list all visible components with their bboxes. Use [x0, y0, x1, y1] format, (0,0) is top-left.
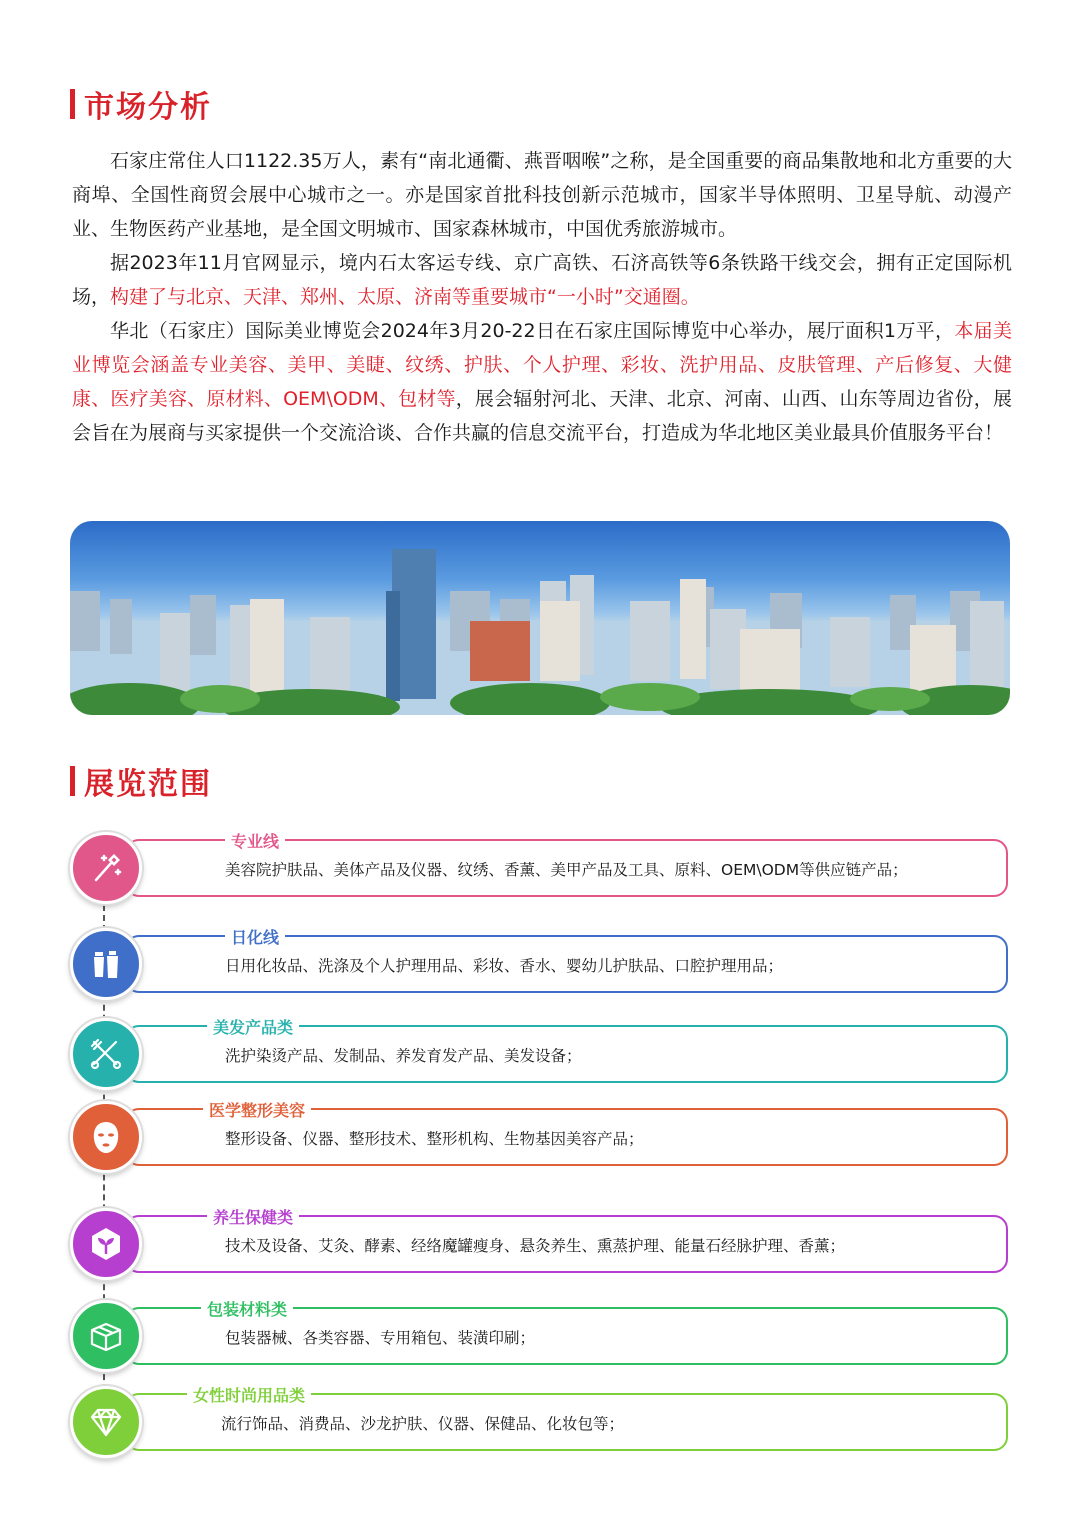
paragraph-text: 华北（石家庄）国际美业博览会2024年3月20-22日在石家庄国际博览中心举办，展厅面积1万平， — [110, 320, 955, 342]
highlight-text: 本届美业博览会涵盖专业美容、美甲、美睫、纹绣、护肤、个人护理、彩妆、洗护用品、皮肤管理、产后修复、大健康、医疗美容、原材料、OEM\ODM、包材等 — [72, 320, 1012, 410]
paragraph-text: ，展会辐射河北、天津、北京、河南、山西、山东等周边省份，展会旨在为展商与买家提供一个交流洽谈、合作共赢的信息交流平台，打造成为华北地区美业最具价值服务平台！ — [72, 388, 1012, 444]
scope-item-box — [125, 1386, 1008, 1451]
market-paragraph-3 — [72, 314, 1012, 450]
title-accent-bar — [70, 89, 75, 119]
scope-item-label: 女性时尚用品类 — [187, 1383, 311, 1406]
paragraph-text: 据2023年11月官网显示，境内石太客运专线、京广高铁、石济高铁等6条铁路干线交会，拥有正定国际机场， — [72, 252, 1012, 308]
scope-item-label: 医学整形美容 — [203, 1098, 311, 1121]
market-paragraph-1: 石家庄常住人口1122.35万人，素有“南北通衢、燕晋咽喉”之称，是全国重要的商品集散地和北方重要的大商埠、全国性商贸会展中心城市之一。亦是国家首批科技创新示范城市，国家半导体照明、卫星导航、动漫产业、生物医药产业基地，是全国文明城市、国家森林城市，中国优秀旅游城市。 — [72, 150, 1012, 240]
scope-item-box — [125, 832, 1008, 897]
scope-item-professional — [70, 832, 1010, 902]
scope-title-text: 展览范围 — [84, 767, 212, 802]
face-mask-icon — [70, 1101, 142, 1173]
scope-item-box — [125, 928, 1008, 993]
scope-item-packaging — [70, 1300, 1010, 1370]
diamond-icon — [70, 1386, 142, 1458]
package-icon — [70, 1300, 142, 1372]
scope-section-title — [70, 761, 212, 801]
market-paragraph-2 — [72, 246, 1012, 314]
scope-item-fashion — [70, 1386, 1010, 1456]
scope-item-box — [125, 1208, 1008, 1273]
scope-item-desc: 洗护染烫产品、发制品、养发育发产品、美发设备； — [225, 1047, 582, 1065]
market-paragraphs — [72, 144, 1012, 450]
scope-item-label: 专业线 — [225, 829, 285, 852]
scope-item-desc: 流行饰品、消费品、沙龙护肤、仪器、保健品、化妆包等； — [221, 1415, 625, 1433]
market-section-title — [70, 84, 212, 124]
scope-item-label: 日化线 — [225, 925, 285, 948]
scope-item-box — [125, 1018, 1008, 1083]
scope-item-desc: 包装器械、各类容器、专用箱包、装潢印刷； — [225, 1329, 536, 1347]
scope-item-desc: 技术及设备、艾灸、酵素、经络魔罐瘦身、悬灸养生、熏蒸护理、能量石经脉护理、香薰； — [225, 1237, 846, 1255]
highlight-text: 构建了与北京、天津、郑州、太原、济南等重要城市“一小时”交通圈。 — [110, 286, 700, 308]
scope-item-box — [125, 1300, 1008, 1365]
scope-item-desc: 整形设备、仪器、整形技术、整形机构、生物基因美容产品； — [225, 1130, 644, 1148]
scope-item-daily-chemicals — [70, 928, 1010, 998]
scope-item-hair — [70, 1018, 1010, 1088]
city-skyline-photo — [70, 521, 1010, 715]
scope-item-desc: 日用化妆品、洗涤及个人护理用品、彩妆、香水、婴幼儿护肤品、口腔护理用品； — [225, 957, 784, 975]
scope-item-medical — [70, 1101, 1010, 1171]
sprout-icon — [70, 1208, 142, 1280]
scope-item-label: 美发产品类 — [207, 1015, 299, 1038]
scissors-comb-icon — [70, 1018, 142, 1090]
scope-item-box — [125, 1101, 1008, 1166]
scope-item-label: 包装材料类 — [201, 1297, 293, 1320]
cosmetics-icon — [70, 928, 142, 1000]
scope-item-health — [70, 1208, 1010, 1278]
wand-icon — [70, 832, 142, 904]
title-accent-bar — [70, 766, 75, 796]
market-title-text: 市场分析 — [84, 90, 212, 125]
scope-item-desc: 美容院护肤品、美体产品及仪器、纹绣、香薰、美甲产品及工具、原料、OEM\ODM等供应链产品； — [225, 861, 908, 879]
scope-item-label: 养生保健类 — [207, 1205, 299, 1228]
